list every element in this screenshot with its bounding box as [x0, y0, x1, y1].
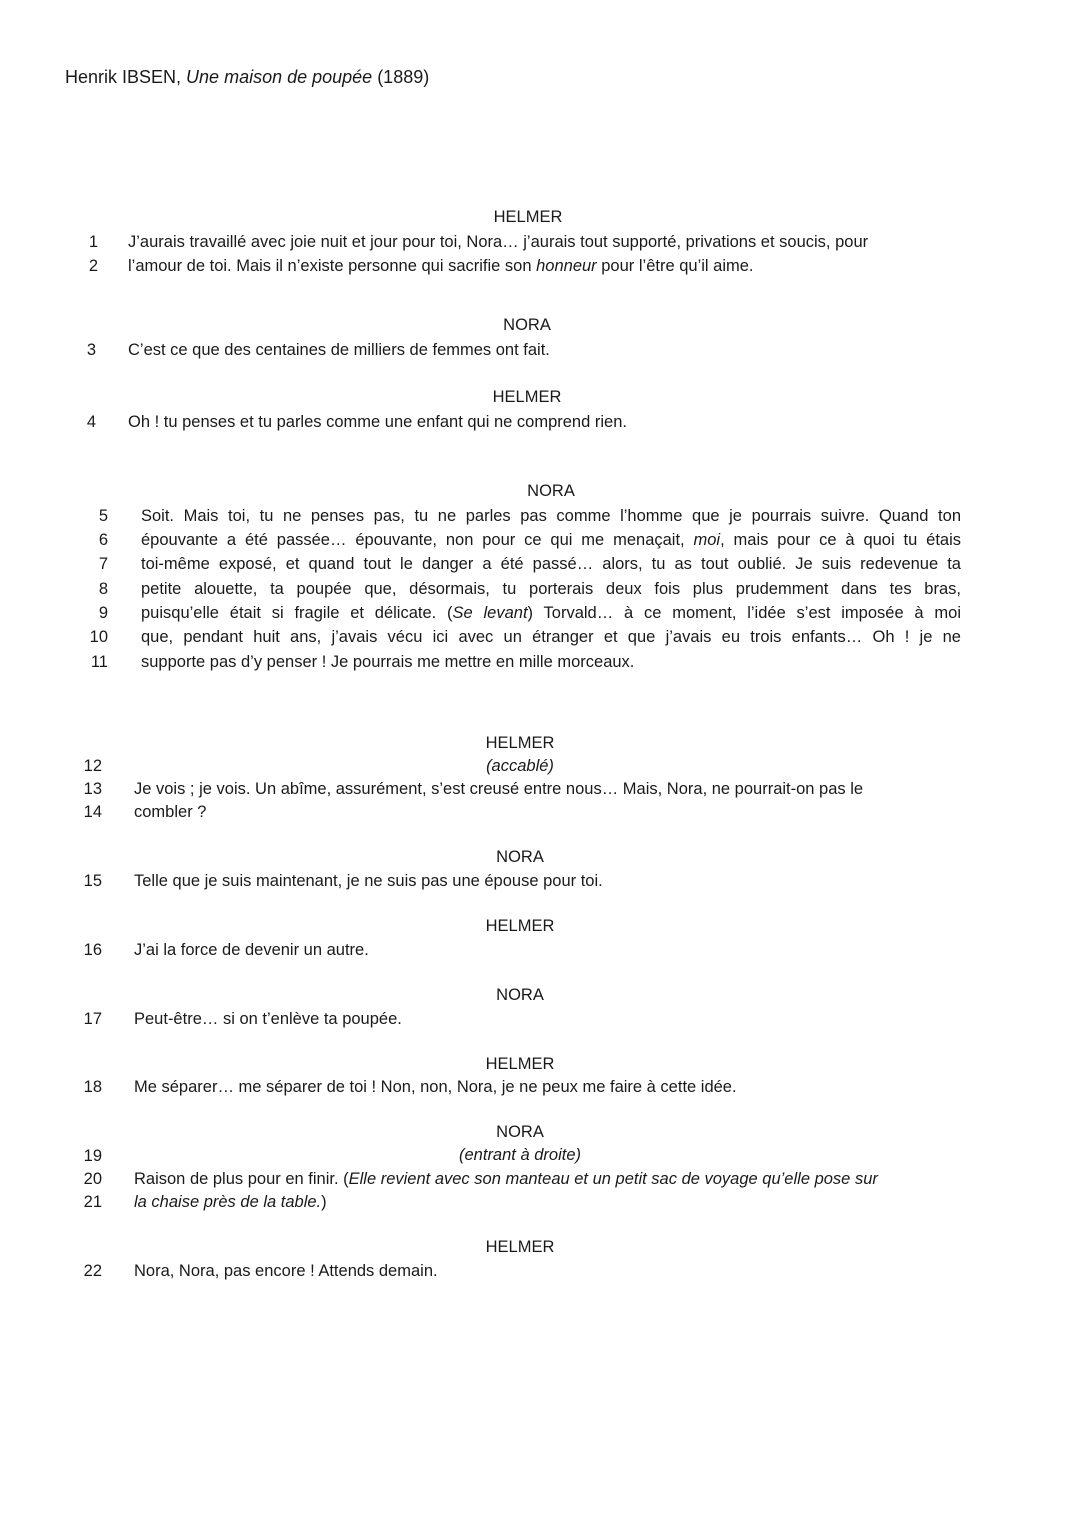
dialogue-line: la chaise près de la table.) — [134, 1193, 327, 1211]
line-number: 18 — [83, 1078, 102, 1096]
dialogue-line: J’ai la force de devenir un autre. — [134, 941, 369, 959]
dialogue-line: toi-même exposé, et quand tout le danger a été passé… alors, tu as tout oublié. Je suis redevenue ta — [141, 555, 961, 573]
dialogue-line: Telle que je suis maintenant, je ne suis pas une épouse pour toi. — [134, 872, 603, 890]
dialogue-line: Je vois ; je vois. Un abîme, assurément, s’est creusé entre nous… Mais, Nora, ne pourrait-on pas le — [134, 780, 864, 798]
dialogue-line: Soit. Mais toi, tu ne penses pas, tu ne parles pas comme l’homme que je pourrais suivre. Quand ton — [141, 507, 961, 525]
line-number: 16 — [83, 941, 102, 959]
speaker-nora: NORA — [503, 316, 551, 334]
line-number: 11 — [90, 653, 108, 671]
line-number: 8 — [98, 580, 108, 598]
speaker-helmer: HELMER — [485, 917, 555, 935]
speaker-nora: NORA — [496, 986, 544, 1004]
speaker-nora: NORA — [496, 1123, 544, 1141]
speaker-helmer: HELMER — [493, 208, 563, 226]
line-number: 4 — [86, 413, 96, 431]
dialogue-line: Oh ! tu penses et tu parles comme une enfant qui ne comprend rien. — [128, 413, 627, 431]
line-number: 6 — [98, 531, 108, 549]
dialogue-line: J’aurais travaillé avec joie nuit et jour pour toi, Nora… j’aurais tout supporté, privations et soucis, pour — [128, 233, 869, 251]
line-number: 21 — [83, 1193, 102, 1211]
stage-direction: (entrant à droite) — [459, 1146, 581, 1164]
line-number: 15 — [83, 872, 102, 890]
line-number: 17 — [83, 1010, 102, 1028]
line-number: 10 — [89, 628, 108, 646]
line-number: 9 — [98, 604, 108, 622]
header-author: Henrik IBSEN, — [65, 67, 187, 87]
line-number: 3 — [86, 341, 96, 359]
dialogue-line: supporte pas d’y penser ! Je pourrais me mettre en mille morceaux. — [141, 653, 635, 671]
dialogue-line: que, pendant huit ans, j’avais vécu ici avec un étranger et que j’avais eu trois enfants… Oh ! je ne — [141, 628, 961, 646]
stage-direction: (accablé) — [486, 757, 554, 775]
line-number: 7 — [98, 555, 108, 573]
line-number: 14 — [83, 803, 102, 821]
document-header — [65, 66, 429, 88]
speaker-helmer: HELMER — [485, 734, 555, 752]
speaker-nora: NORA — [527, 482, 575, 500]
dialogue-line: petite alouette, ta poupée que, désormais, tu porterais deux fois plus prudemment dans tes bras, — [141, 580, 961, 598]
line-number: 22 — [83, 1262, 102, 1280]
dialogue-line: combler ? — [134, 803, 207, 821]
header-title: Une maison de poupée — [186, 67, 373, 87]
speaker-helmer: HELMER — [485, 1238, 555, 1256]
dialogue-line: Nora, Nora, pas encore ! Attends demain. — [134, 1262, 438, 1280]
line-number: 2 — [88, 257, 98, 275]
dialogue-line: Me séparer… me séparer de toi ! Non, non, Nora, je ne peux me faire à cette idée. — [134, 1078, 737, 1096]
line-number: 20 — [83, 1170, 102, 1188]
dialogue-line: Peut-être… si on t’enlève ta poupée. — [134, 1010, 402, 1028]
line-number: 12 — [83, 757, 102, 775]
dialogue-line: l’amour de toi. Mais il n’existe personne qui sacrifie son honneur pour l’être qu’il aime. — [128, 257, 754, 275]
speaker-helmer: HELMER — [492, 388, 562, 406]
line-number: 13 — [83, 780, 102, 798]
dialogue-line: C’est ce que des centaines de milliers de femmes ont fait. — [128, 341, 550, 359]
header-year: (1889) — [372, 67, 430, 87]
speaker-nora: NORA — [496, 848, 544, 866]
dialogue-line: épouvante a été passée… épouvante, non pour ce qui me menaçait, moi, mais pour ce à quoi tu étais — [141, 531, 961, 549]
dialogue-line: Raison de plus pour en finir. (Elle revient avec son manteau et un petit sac de voyage qu’elle pose sur — [134, 1170, 878, 1188]
speaker-helmer: HELMER — [485, 1055, 555, 1073]
line-number: 19 — [83, 1147, 102, 1165]
dialogue-line: puisqu’elle était si fragile et délicate. (Se levant) Torvald… à ce moment, l’idée s’est imposée à moi — [141, 604, 961, 622]
line-number: 5 — [98, 507, 108, 525]
line-number: 1 — [88, 233, 98, 251]
